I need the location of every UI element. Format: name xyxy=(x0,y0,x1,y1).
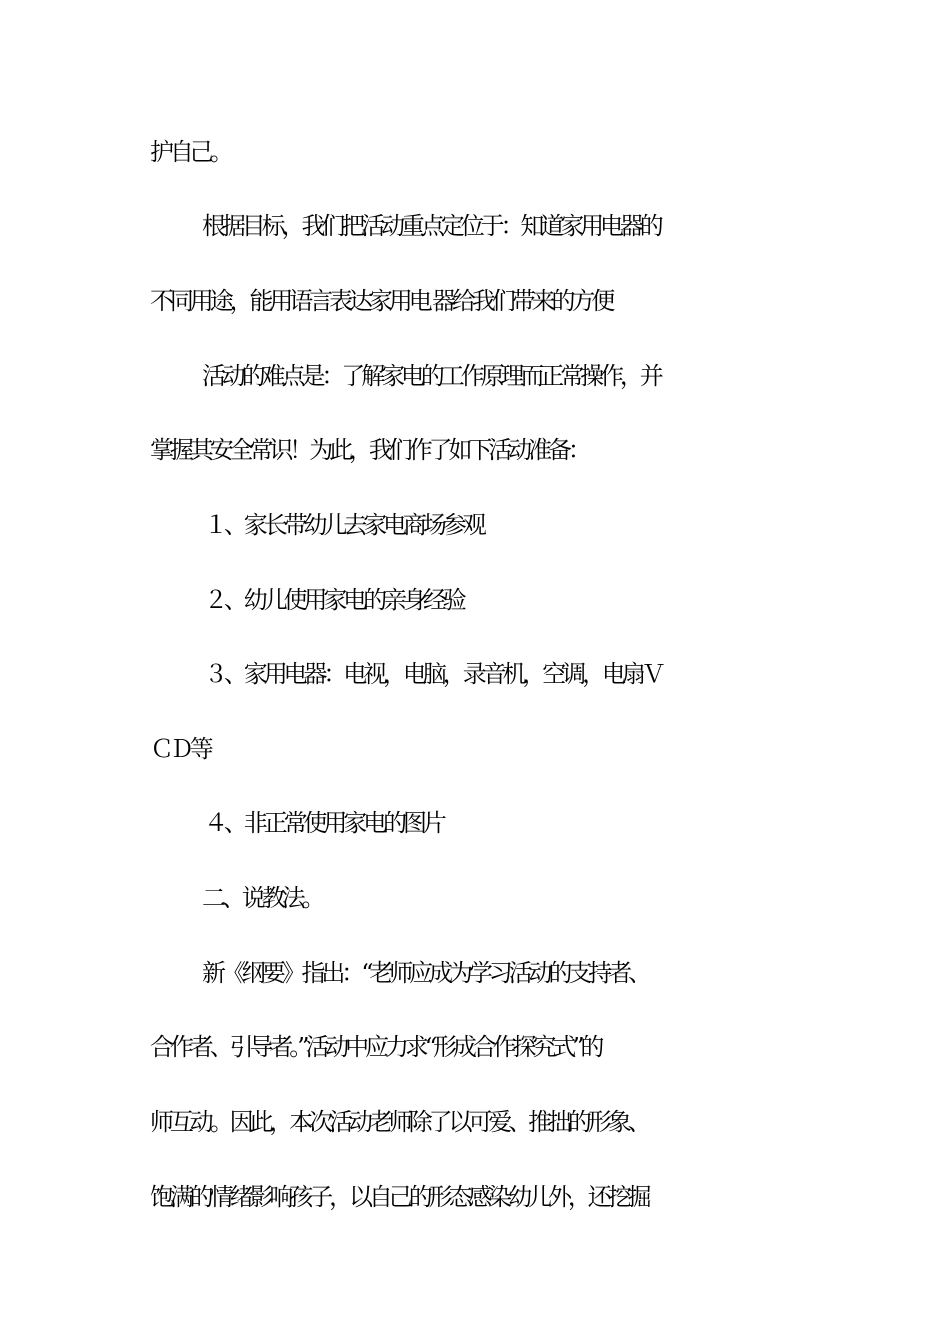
text-line: 根据目标，我们把活动重点定位于：知道家用电器的 xyxy=(202,212,660,240)
text-line: 掌握其安全常识！为此，我们作了如下活动准备： xyxy=(150,436,588,464)
text-line: 师互动。因此，本次活动老师除了以可爱、推拙的形象、 xyxy=(150,1108,648,1136)
text-line: 活动的难点是：了解家电的工作原理而正常操作，并 xyxy=(202,362,660,390)
list-item: ４、非正常使用家电的图片 xyxy=(204,809,443,837)
text-line: 饱满的情绪影响孩子，以自己的形态感染幼儿外，还挖掘 xyxy=(150,1183,648,1211)
list-item: １、家长带幼儿去家电商场参观 xyxy=(204,511,483,539)
text-line: 护自己。 xyxy=(150,138,230,166)
text-line: 新《纲要》指出：“老师应成为学习活动的支持者、 xyxy=(202,959,648,987)
text-line: 不同用途，能用语言表达家用电 器给我们带来的方便 xyxy=(150,287,612,315)
section-heading: 二、说教法。 xyxy=(202,884,322,912)
list-item: ２、幼儿使用家电的亲身经验 xyxy=(204,586,463,614)
list-item: ３、家用电器：电视，电脑，录音机，空调，电扇Ｖ xyxy=(204,660,662,688)
text-line: ＣＤ等 xyxy=(150,735,210,763)
text-line: 合作者、引导者。”活动中应力求“形成合作探究式”的 xyxy=(150,1033,601,1061)
